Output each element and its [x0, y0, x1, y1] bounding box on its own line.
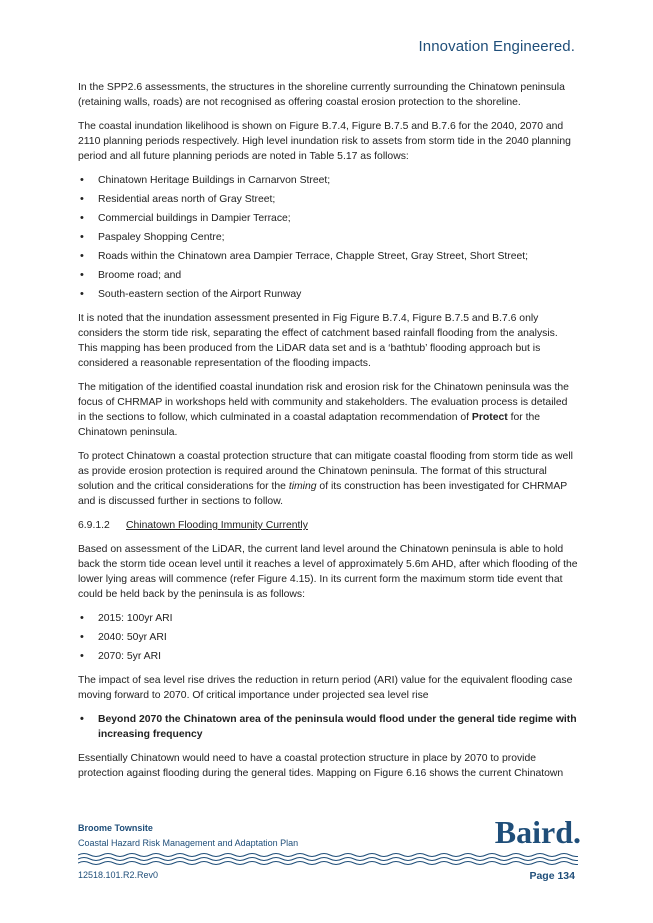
baird-logo: Baird.: [494, 814, 581, 850]
emphasis-timing: timing: [288, 481, 317, 492]
list-item: • Chinatown Heritage Buildings in Carnarvon Street;: [78, 173, 578, 188]
list-item: • Paspaley Shopping Centre;: [78, 230, 578, 245]
footer-project-title: Broome Townsite: [78, 823, 153, 833]
list-item: • 2040: 50yr ARI: [78, 630, 578, 645]
key-finding-list: [78, 712, 578, 742]
paragraph: Essentially Chinatown would need to have a coastal protection structure in place by 2070 to provide protection against flooding during the general tides. Mapping on Figure 6.16 shows the current Chinatown: [78, 753, 564, 779]
paragraph: The impact of sea level rise drives the reduction in return period (ARI) value for the equivalent flooding case moving forward to 2070. Of critical importance under projected sea level rise: [78, 675, 573, 701]
text-run: of its construction has been investigated for CHRMAP and is discussed further in sections to follow.: [78, 481, 568, 507]
page-number: Page 134: [529, 870, 575, 882]
text-run: To protect Chinatown a coastal protection structure that can mitigate coastal flooding from storm tide as well as provide erosion protection is required around the Chinatown peninsula. The format of this structural solution and the critical considerations for the: [78, 451, 573, 492]
section-heading: [78, 518, 578, 533]
section-title: Chinatown Flooding Immunity Currently: [126, 520, 308, 531]
list-item: • Residential areas north of Gray Street;: [78, 192, 578, 207]
text-run: for the Chinatown peninsula.: [78, 412, 541, 438]
header-tagline: Innovation Engineered.: [418, 38, 575, 55]
list-item: • Commercial buildings in Dampier Terrace;: [78, 211, 578, 226]
ari-list: [78, 611, 578, 664]
footer-document-title: Coastal Hazard Risk Management and Adaptation Plan: [78, 838, 299, 848]
document-reference: 12518.101.R2.Rev0: [78, 870, 159, 880]
list-item: • 2015: 100yr ARI: [78, 611, 578, 626]
paragraph: Based on assessment of the LiDAR, the current land level around the Chinatown peninsula is able to hold back the storm tide ocean level until it reaches a level of approximately 5.6m AHD, after which flooding of the lower lying areas will commence (refer Figure 4.15). In its current form the maximum storm tide event that could be held back by the peninsula is as follows:: [78, 544, 578, 600]
paragraph: The coastal inundation likelihood is shown on Figure B.7.4, Figure B.7.5 and B.7.6 for the 2040, 2070 and 2110 planning periods respectively. High level inundation risk to assets from storm tide in the 2040 planning period and all future planning periods are noted in Table 5.17 as follows:: [78, 121, 571, 162]
paragraph: In the SPP2.6 assessments, the structures in the shoreline currently surrounding the Chinatown peninsula (retaining walls, roads) are not recognised as offering coastal erosion protection to the shoreline.: [78, 82, 565, 108]
list-item: • Roads within the Chinatown area Dampier Terrace, Chapple Street, Gray Street, Short Street;: [78, 249, 578, 264]
section-number: 6.9.1.2: [78, 520, 110, 531]
text-run: The mitigation of the identified coastal inundation risk and erosion risk for the Chinatown peninsula was the focus of CHRMAP in workshops held with community and stakeholders. The evaluation process is detailed in the sections to follow, which culminated in a coastal adaptation recommendation of: [78, 382, 569, 423]
paragraph: It is noted that the inundation assessment presented in Fig Figure B.7.4, Figure B.7.5 and B.7.6 only considers the storm tide risk, separating the effect of catchment based rainfall flooding from the analysis. This mapping has been produced from the LiDAR data set and is a ‘bathtub’ flooding approach but is considered a reasonable representation of the flooding impacts.: [78, 313, 558, 369]
asset-risk-list: [78, 173, 578, 302]
footer-wave-divider: [78, 852, 578, 866]
list-item: • South-eastern section of the Airport Runway: [78, 287, 578, 302]
paragraph: [78, 380, 578, 440]
paragraph: [78, 449, 578, 509]
list-item: • 2070: 5yr ARI: [78, 649, 578, 664]
emphasis-protect: Protect: [471, 412, 508, 423]
page-body: [78, 80, 578, 790]
list-item: • Broome road; and: [78, 268, 578, 283]
list-item: • Beyond 2070 the Chinatown area of the peninsula would flood under the general tide regime with increasing frequency: [78, 712, 578, 742]
